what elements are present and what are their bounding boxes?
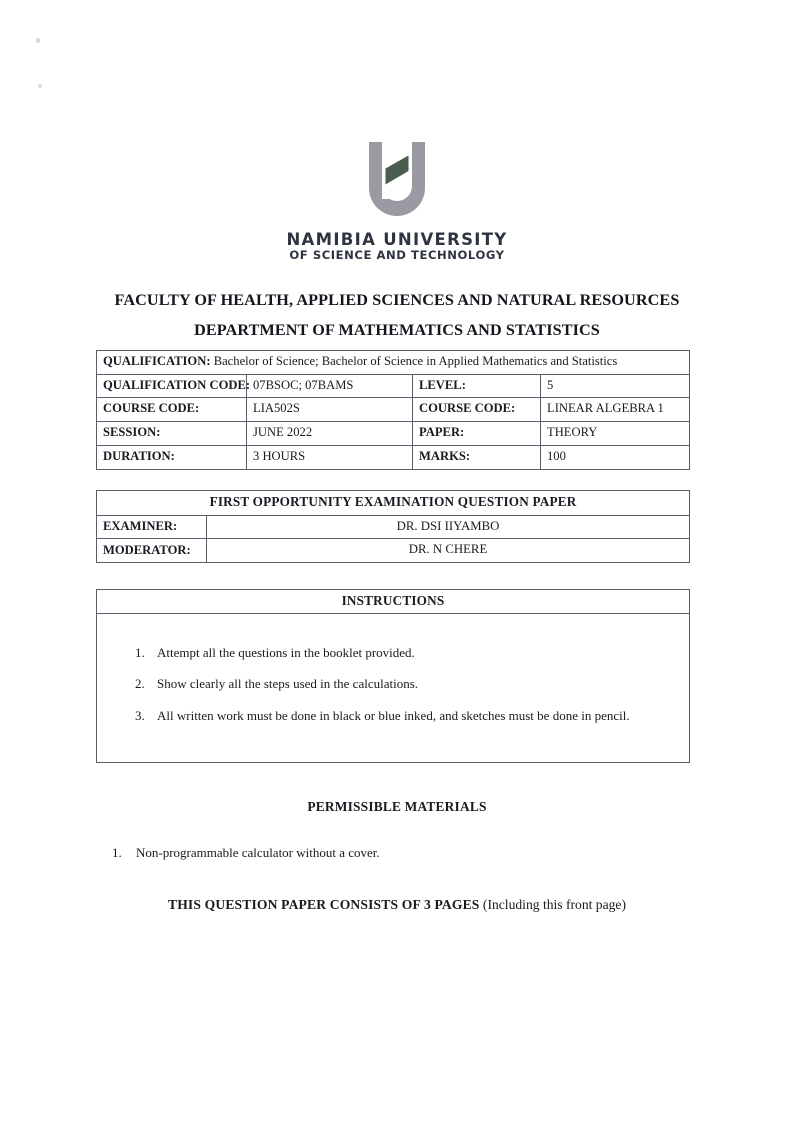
permissible-materials-title: PERMISSIBLE MATERIALS [307, 799, 487, 814]
table-row [97, 398, 690, 422]
page-count-plain: (Including this front page) [482, 897, 626, 912]
examiner-table [96, 490, 690, 563]
examiner-label: EXAMINER: [97, 515, 207, 539]
marks-label: MARKS: [413, 445, 541, 469]
table-row [97, 515, 690, 539]
table-row [97, 422, 690, 446]
institution-wordmark [286, 230, 507, 263]
scan-artifact-speck [38, 84, 42, 88]
page-count-strong: THIS QUESTION PAPER CONSISTS OF 3 PAGES [167, 897, 480, 912]
scan-artifact-speck [36, 38, 40, 43]
department-heading: DEPARTMENT OF MATHEMATICS AND STATISTICS [194, 321, 600, 339]
faculty-heading: FACULTY OF HEALTH, APPLIED SCIENCES AND NATURAL RESOURCES [114, 291, 680, 309]
table-row [97, 491, 690, 516]
institution-name-line2: OF SCIENCE AND TECHNOLOGY [289, 248, 505, 263]
list-item: Non-programmable calculator without a cover. [136, 845, 380, 860]
page-count-note [0, 897, 794, 913]
course-code-label: COURSE CODE: [97, 398, 247, 422]
qualification-code-value: 07BSOC; 07BAMS [247, 374, 413, 398]
list-item: Attempt all the questions in the booklet provided. [157, 645, 415, 660]
moderator-label: MODERATOR: [97, 539, 207, 563]
qualification-code-label: QUALIFICATION CODE: [97, 374, 247, 398]
table-row [97, 445, 690, 469]
course-name-label: COURSE CODE: [413, 398, 541, 422]
course-code-value: LIA502S [247, 398, 413, 422]
qualification-table [96, 350, 690, 470]
marks-value: 100 [541, 445, 690, 469]
list-item: All written work must be done in black or blue inked, and sketches must be done in pencil. [157, 707, 630, 723]
exam-paper-title: FIRST OPPORTUNITY EXAMINATION QUESTION PAPER [97, 491, 690, 516]
paper-label: PAPER: [413, 422, 541, 446]
examiner-value: DR. DSI IIYAMBO [207, 515, 690, 539]
instructions-list [97, 614, 689, 725]
session-value: JUNE 2022 [247, 422, 413, 446]
table-row [97, 539, 690, 563]
instructions-box [96, 589, 690, 763]
qualification-value: Bachelor of Science; Bachelor of Science in Applied Mathematics and Statistics [213, 354, 618, 368]
level-label: LEVEL: [413, 374, 541, 398]
instructions-title: INSTRUCTIONS [97, 590, 689, 614]
course-name-value: LINEAR ALGEBRA 1 [541, 398, 690, 422]
institution-name-line1: NAMIBIA UNIVERSITY [286, 230, 508, 249]
paper-value: THEORY [541, 422, 690, 446]
duration-label: DURATION: [97, 445, 247, 469]
qualification-cell [97, 351, 690, 375]
table-row [97, 374, 690, 398]
qualification-label: QUALIFICATION: [103, 354, 211, 368]
list-item: Show clearly all the steps used in the calculations. [157, 676, 419, 692]
nust-shield-logo-icon [363, 138, 431, 216]
permissible-materials-list [112, 844, 692, 863]
session-label: SESSION: [97, 422, 247, 446]
institution-logo-block [0, 138, 794, 263]
table-row [97, 351, 690, 375]
moderator-value: DR. N CHERE [207, 539, 690, 563]
duration-value: 3 HOURS [247, 445, 413, 469]
level-value: 5 [541, 374, 690, 398]
